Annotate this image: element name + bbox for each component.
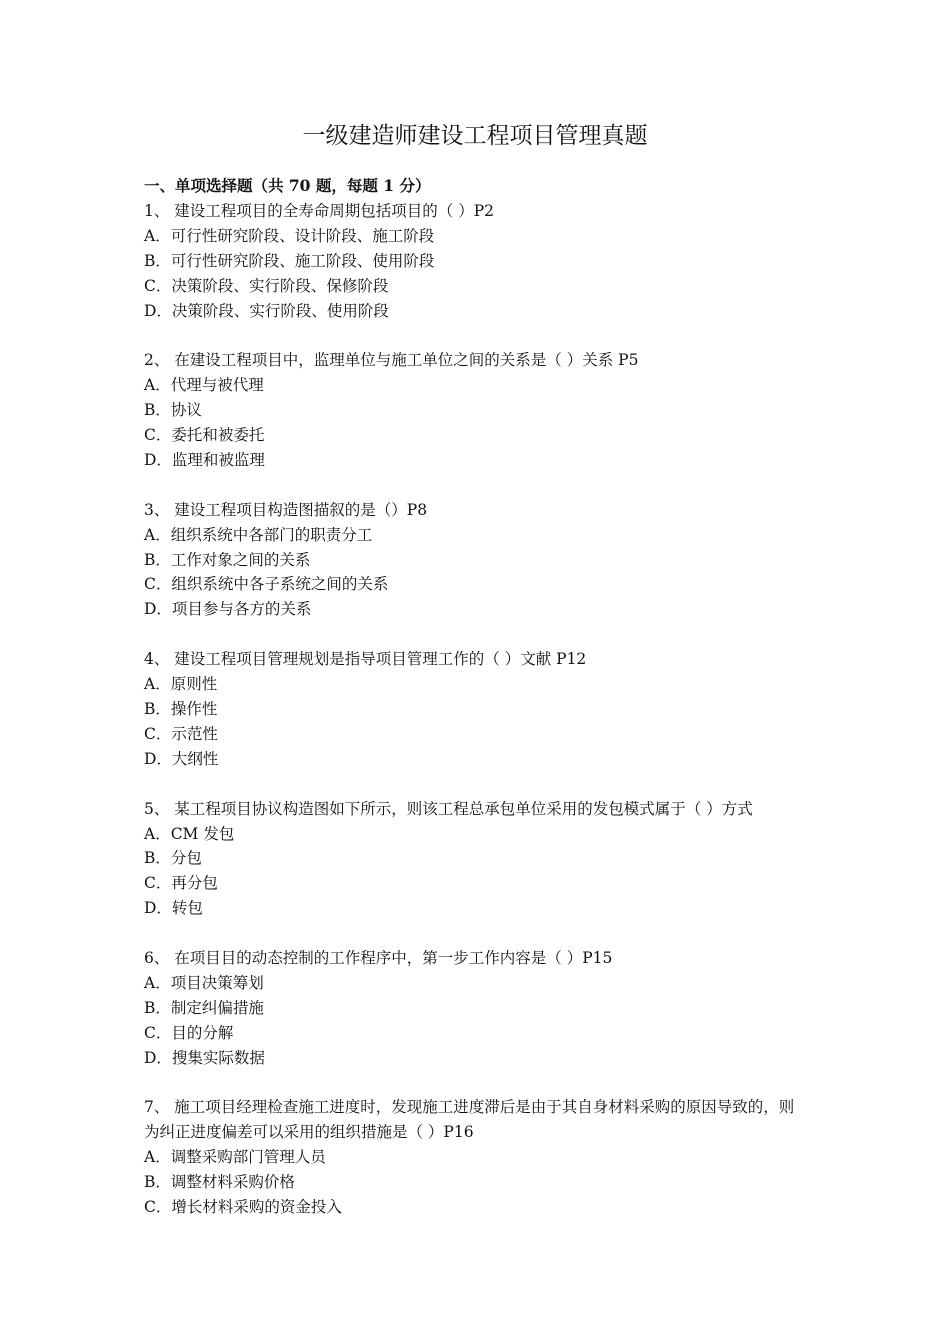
option-b: B．操作性 — [144, 699, 218, 718]
option-c: C．示范性 — [144, 724, 218, 743]
option-d: D．转包 — [144, 899, 203, 918]
option-a: A．项目决策筹划 — [144, 973, 264, 992]
option-b: B．制定纠偏措施 — [144, 998, 264, 1017]
question-6 — [144, 946, 809, 1071]
option-a: A．原则性 — [144, 675, 218, 694]
question-stem: 4、 建设工程项目管理规划是指导项目管理工作的（ ）文献 P12 — [144, 650, 587, 669]
section-heading: 一、单项选择题（共 70 题，每题 1 分） — [144, 176, 431, 195]
question-2 — [144, 348, 809, 473]
question-stem: 5、 某工程项目协议构造图如下所示，则该工程总承包单位采用的发包模式属于（ ）方式 — [144, 799, 753, 818]
option-d: D．大纲性 — [144, 749, 219, 768]
question-stem: 7、 施工项目经理检查施工进度时，发现施工进度滞后是由于其自身材料采购的原因导致的，则为纠正进度偏差可以采用的组织措施是（ ）P16 — [144, 1098, 795, 1142]
option-a: A．代理与被代理 — [144, 376, 264, 395]
question-stem: 1、 建设工程项目的全寿命周期包括项目的（ ）P2 — [144, 201, 495, 220]
question-stem: 2、 在建设工程项目中，监理单位与施工单位之间的关系是（ ）关系 P5 — [144, 351, 639, 370]
option-d: D．监理和被监理 — [144, 450, 265, 469]
option-a: A．可行性研究阶段、设计阶段、施工阶段 — [144, 226, 435, 245]
option-d: D．搜集实际数据 — [144, 1048, 265, 1067]
option-a: A．调整采购部门管理人员 — [144, 1148, 326, 1167]
question-stem: 3、 建设工程项目构造图描叙的是（）P8 — [144, 500, 428, 519]
question-stem: 6、 在项目目的动态控制的工作程序中，第一步工作内容是（ ）P15 — [144, 949, 613, 968]
option-d: D．决策阶段、实行阶段、使用阶段 — [144, 301, 389, 320]
option-c: C．委托和被委托 — [144, 426, 265, 445]
option-c: C．决策阶段、实行阶段、保修阶段 — [144, 276, 389, 295]
option-b: B．分包 — [144, 849, 202, 868]
question-4 — [144, 647, 809, 772]
question-7 — [144, 1095, 809, 1220]
exam-content — [144, 174, 809, 1220]
option-c: C．组织系统中各子系统之间的关系 — [144, 575, 389, 594]
option-a: A．CM 发包 — [144, 824, 235, 843]
option-b: B．协议 — [144, 401, 202, 420]
option-b: B．工作对象之间的关系 — [144, 550, 311, 569]
page-title: 一级建造师建设工程项目管理真题 — [302, 123, 648, 149]
option-a: A．组织系统中各部门的职责分工 — [144, 525, 373, 544]
option-b: B．可行性研究阶段、施工阶段、使用阶段 — [144, 251, 435, 270]
question-5 — [144, 797, 809, 922]
option-c: C．再分包 — [144, 874, 218, 893]
option-c: C．目的分解 — [144, 1023, 234, 1042]
question-1 — [144, 199, 809, 324]
question-3 — [144, 498, 809, 623]
option-c: C．增长材料采购的资金投入 — [144, 1198, 342, 1217]
option-d: D．项目参与各方的关系 — [144, 600, 312, 619]
option-b: B．调整材料采购价格 — [144, 1173, 295, 1192]
